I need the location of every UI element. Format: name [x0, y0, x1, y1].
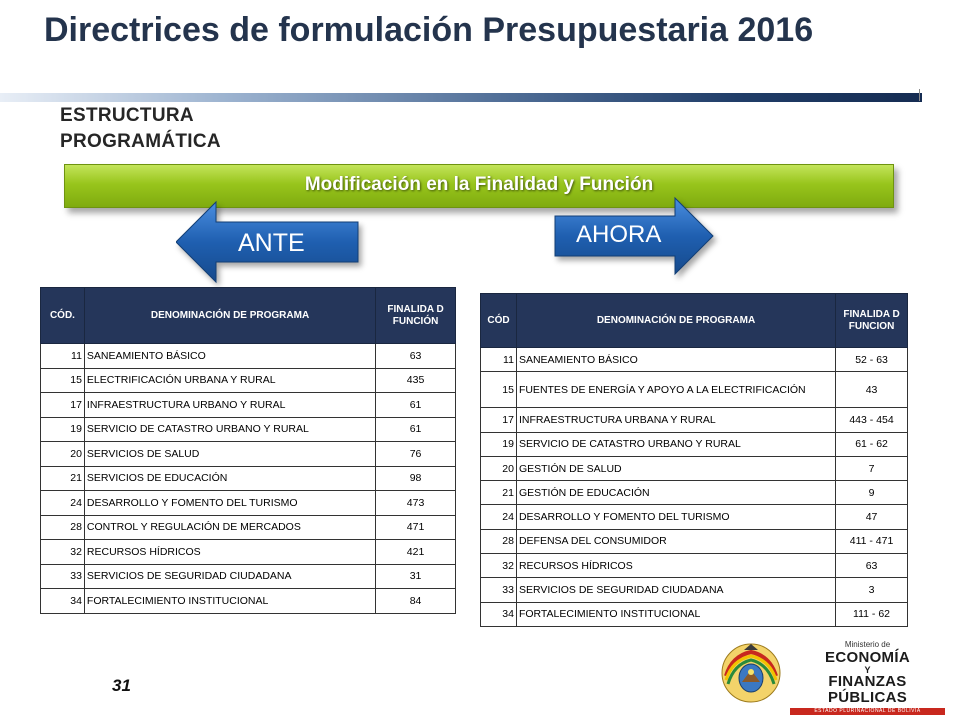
- row-program-name: FORTALECIMIENTO INSTITUCIONAL: [84, 589, 375, 614]
- table-row: [41, 344, 456, 369]
- row-code: 21: [41, 466, 85, 491]
- row-code: 15: [481, 372, 517, 408]
- row-finalidad: 31: [376, 564, 456, 589]
- table-row: [481, 348, 908, 372]
- table-row: [481, 372, 908, 408]
- row-program-name: DEFENSA DEL CONSUMIDOR: [516, 529, 835, 553]
- row-code: 17: [41, 393, 85, 418]
- row-finalidad: 471: [376, 515, 456, 540]
- row-finalidad: 473: [376, 491, 456, 516]
- row-code: 20: [481, 456, 517, 480]
- row-finalidad: 3: [836, 578, 908, 602]
- logo-line-finanzas: FINANZAS PÚBLICAS: [827, 673, 908, 706]
- row-finalidad: 421: [376, 540, 456, 565]
- table-before: [40, 287, 456, 614]
- arrow-left-label: ANTE: [238, 229, 305, 257]
- column-header-code: CÓD: [481, 294, 517, 348]
- row-program-name: RECURSOS HÍDRICOS: [516, 554, 835, 578]
- row-finalidad: 76: [376, 442, 456, 467]
- ministry-logo: [790, 640, 945, 715]
- row-code: 20: [41, 442, 85, 467]
- column-header-code: CÓD.: [41, 288, 85, 344]
- table-row: [41, 589, 456, 614]
- row-program-name: SANEAMIENTO BÁSICO: [84, 344, 375, 369]
- row-program-name: SERVICIOS DE SEGURIDAD CIUDADANA: [84, 564, 375, 589]
- row-program-name: CONTROL Y REGULACIÓN DE MERCADOS: [84, 515, 375, 540]
- row-program-name: ELECTRIFICACIÓN URBANA Y RURAL: [84, 368, 375, 393]
- row-code: 28: [41, 515, 85, 540]
- row-code: 17: [481, 408, 517, 432]
- row-finalidad: 61: [376, 393, 456, 418]
- table-now-header-row: [481, 294, 908, 348]
- row-program-name: SANEAMIENTO BÁSICO: [516, 348, 835, 372]
- table-row: [481, 408, 908, 432]
- logo-line-economia: ECONOMÍA: [825, 649, 910, 666]
- row-program-name: SERVICIO DE CATASTRO URBANO Y RURAL: [516, 432, 835, 456]
- logo-line-estado: ESTADO PLURINACIONAL DE BOLIVIA: [790, 708, 945, 715]
- table-row: [41, 491, 456, 516]
- row-finalidad: 443 - 454: [836, 408, 908, 432]
- row-finalidad: 52 - 63: [836, 348, 908, 372]
- table-row: [481, 554, 908, 578]
- row-finalidad: 435: [376, 368, 456, 393]
- row-program-name: SERVICIOS DE SALUD: [84, 442, 375, 467]
- row-finalidad: 98: [376, 466, 456, 491]
- row-code: 33: [41, 564, 85, 589]
- table-row: [41, 515, 456, 540]
- row-code: 32: [41, 540, 85, 565]
- table-row: [481, 602, 908, 626]
- row-code: 15: [41, 368, 85, 393]
- row-finalidad: 63: [836, 554, 908, 578]
- row-finalidad: 47: [836, 505, 908, 529]
- row-program-name: SERVICIOS DE EDUCACIÓN: [84, 466, 375, 491]
- title-underline: [0, 93, 922, 102]
- row-code: 11: [481, 348, 517, 372]
- row-program-name: GESTIÓN DE SALUD: [516, 456, 835, 480]
- column-header-finalidad: FINALIDA D FUNCION: [836, 294, 908, 348]
- row-finalidad: 84: [376, 589, 456, 614]
- row-code: 19: [481, 432, 517, 456]
- row-code: 34: [481, 602, 517, 626]
- table-row: [41, 417, 456, 442]
- row-code: 32: [481, 554, 517, 578]
- row-code: 28: [481, 529, 517, 553]
- table-row: [481, 529, 908, 553]
- slide-title: Directrices de formulación Presupuestaria 2016: [44, 11, 814, 49]
- page-number: 31: [112, 676, 131, 695]
- table-row: [41, 540, 456, 565]
- logo-line-ministry: Ministerio de: [844, 640, 891, 649]
- banner-label: Modificación en la Finalidad y Función: [304, 174, 654, 195]
- row-program-name: INFRAESTRUCTURA URBANO Y RURAL: [84, 393, 375, 418]
- arrow-right-label: AHORA: [576, 221, 662, 248]
- row-finalidad: 7: [836, 456, 908, 480]
- logo-line-y: Y: [864, 665, 871, 675]
- table-row: [41, 442, 456, 467]
- row-finalidad: 63: [376, 344, 456, 369]
- row-code: 34: [41, 589, 85, 614]
- row-program-name: SERVICIO DE CATASTRO URBANO Y RURAL: [84, 417, 375, 442]
- row-code: 24: [41, 491, 85, 516]
- row-program-name: INFRAESTRUCTURA URBANA Y RURAL: [516, 408, 835, 432]
- table-row: [481, 456, 908, 480]
- table-before-header-row: [41, 288, 456, 344]
- column-header-program-name: DENOMINACIÓN DE PROGRAMA: [516, 294, 835, 348]
- column-header-program-name: DENOMINACIÓN DE PROGRAMA: [84, 288, 375, 344]
- row-program-name: DESARROLLO Y FOMENTO DEL TURISMO: [516, 505, 835, 529]
- row-code: 24: [481, 505, 517, 529]
- table-row: [481, 505, 908, 529]
- row-code: 21: [481, 481, 517, 505]
- row-finalidad: 61 - 62: [836, 432, 908, 456]
- row-code: 33: [481, 578, 517, 602]
- title-underline-end-tick: [919, 89, 920, 101]
- table-row: [41, 368, 456, 393]
- slide-subtitle: ESTRUCTURA PROGRAMÁTICA: [60, 105, 221, 152]
- table-now: [480, 293, 908, 627]
- table-row: [481, 578, 908, 602]
- row-code: 19: [41, 417, 85, 442]
- row-program-name: FUENTES DE ENERGÍA Y APOYO A LA ELECTRIFICACIÓN: [516, 372, 835, 408]
- row-program-name: FORTALECIMIENTO INSTITUCIONAL: [516, 602, 835, 626]
- table-row: [41, 466, 456, 491]
- column-header-finalidad: FINALIDA D FUNCIÓN: [376, 288, 456, 344]
- row-finalidad: 43: [836, 372, 908, 408]
- table-row: [41, 564, 456, 589]
- row-program-name: DESARROLLO Y FOMENTO DEL TURISMO: [84, 491, 375, 516]
- row-program-name: GESTIÓN DE EDUCACIÓN: [516, 481, 835, 505]
- row-finalidad: 411 - 471: [836, 529, 908, 553]
- row-program-name: SERVICIOS DE SEGURIDAD CIUDADANA: [516, 578, 835, 602]
- row-finalidad: 9: [836, 481, 908, 505]
- row-finalidad: 61: [376, 417, 456, 442]
- row-program-name: RECURSOS HÍDRICOS: [84, 540, 375, 565]
- row-code: 11: [41, 344, 85, 369]
- table-row: [481, 481, 908, 505]
- coat-of-arms-icon: [720, 642, 782, 704]
- table-row: [481, 432, 908, 456]
- table-row: [41, 393, 456, 418]
- row-finalidad: 111 - 62: [836, 602, 908, 626]
